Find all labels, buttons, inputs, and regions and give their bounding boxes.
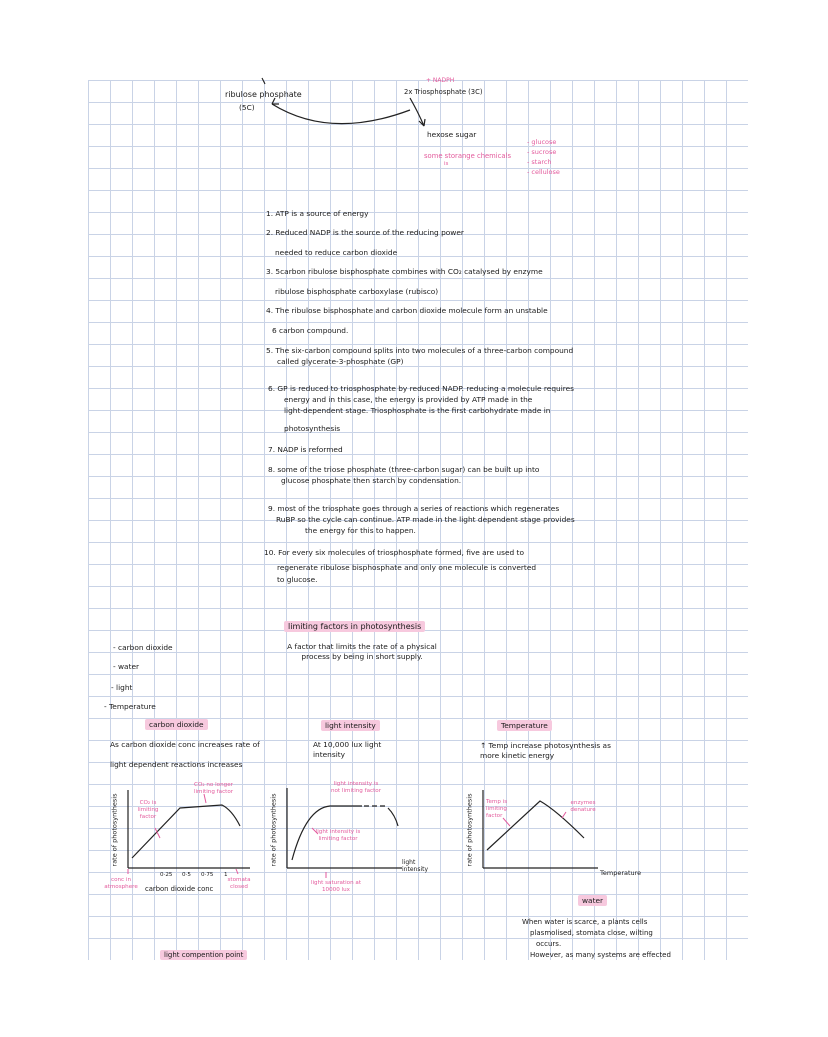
- step-10-cont2: to glucose.: [277, 575, 318, 584]
- temp-xlabel: Temperature: [600, 869, 642, 877]
- water-line3: occurs.: [536, 940, 562, 948]
- storage-note: some storange chemicals: [424, 152, 512, 160]
- temp-ann-enzymes: enzymes denature: [570, 800, 596, 813]
- factor-temperature: - Temperature: [104, 702, 156, 711]
- factor-water: - water: [113, 662, 140, 671]
- temp-ylabel: rate of photosynthesis: [465, 793, 474, 867]
- factor-co2: - carbon dioxide: [113, 643, 173, 652]
- step-1: 1. ATP is a source of energy: [266, 209, 369, 218]
- step-9-cont2: the energy for this to happen.: [305, 526, 416, 535]
- co2-ylabel: rate of photosynthesis: [110, 793, 119, 867]
- water-line1: When water is scarce, a plants cells: [522, 918, 648, 926]
- limiting-title: limiting factors in photosynthesis: [284, 622, 425, 632]
- step-4: 4. The ribulose bisphosphate and carbon dioxide molecule form an unstable: [266, 306, 548, 315]
- step-3-cont: ribulose bisphosphate carboxylase (rubisco): [275, 287, 439, 296]
- step-5: 5. The six-carbon compound splits into two molecules of a three-carbon compound: [266, 346, 574, 355]
- water-line2: plasmolised, stomata close, wilting: [530, 929, 653, 937]
- step-8: 8. some of the triose phosphate (three-carbon sugar) can be built up into: [268, 465, 540, 474]
- product-item: - starch: [527, 158, 552, 166]
- light-xlabel: light intensity: [402, 859, 429, 873]
- light-ylabel: rate of photosynthesis: [269, 793, 278, 867]
- step-9: 9. most of the triosphate goes through a series of reactions which regenerates: [268, 504, 560, 513]
- co2-ann-limiting: CO₂ is limiting factor: [137, 800, 159, 820]
- compensation-heading: light compention point: [160, 950, 247, 960]
- product-item: - glucose: [527, 138, 557, 146]
- co2-tick-1: 1: [224, 872, 228, 878]
- light-ann-notlimiting: light intensity is not limiting factor: [330, 781, 382, 794]
- product-item: - cellulose: [527, 168, 560, 176]
- temp-heading: Temperature: [497, 721, 552, 731]
- storage-sub: is: [444, 161, 449, 167]
- light-line1: At 10,000 lux light intensity: [313, 740, 382, 759]
- light-ann-limiting: light intensity is limiting factor: [315, 829, 361, 842]
- nadph-label: + NADPH: [426, 77, 455, 84]
- co2-heading: carbon dioxide: [145, 720, 208, 730]
- step-8-cont: glucose phosphate then starch by condensation.: [281, 476, 462, 485]
- temp-line1: ↑ Temp increase photosynthesis as more kinetic energy: [480, 741, 611, 760]
- step-6-cont2: light-dependent stage. Triosphosphate is the first carbohydrate made in: [284, 406, 551, 415]
- step-6-cont3: photosynthesis: [284, 424, 341, 433]
- co2-line1: As carbon dioxide conc increases rate of: [110, 740, 260, 749]
- product-item: - sucrose: [527, 148, 557, 156]
- co2-tick-075: 0·75: [201, 872, 214, 878]
- light-heading: light intensity: [321, 721, 380, 731]
- co2-ann-stomata: stomata closed: [227, 877, 251, 890]
- factor-light: - light: [111, 683, 133, 692]
- step-6-cont: energy and in this case, the energy is provided by ATP made in the: [284, 395, 533, 404]
- ribulose-carbon-label: (5C): [239, 103, 255, 112]
- step-5-cont: called glycerate-3-phosphate (GP): [277, 357, 404, 366]
- co2-ann-nolonger: CO₂ no longer limiting factor: [193, 782, 234, 795]
- co2-line2: light dependent reactions increases: [110, 760, 243, 769]
- step-7: 7. NADP is reformed: [268, 445, 343, 454]
- step-4-cont: 6 carbon compound.: [272, 326, 349, 335]
- triose-label: 2x Triosphosphate (3C): [404, 88, 483, 96]
- ribulose-label: ribulose phosphate: [225, 90, 302, 99]
- step-6: 6. GP is reduced to triosphosphate by reduced NADP. reducing a molecule requires: [268, 384, 575, 393]
- limiting-definition: A factor that limits the rate of a physical process by being in short supply.: [287, 642, 437, 661]
- water-line4: However, as many systems are effected: [530, 951, 671, 959]
- water-heading: water: [578, 896, 607, 906]
- step-10: 10. For every six molecules of triosphosphate formed, five are used to: [264, 548, 524, 557]
- co2-ann-atmos: conc in atmosphere: [104, 877, 138, 890]
- light-ann-saturation: light saturation at 10000 lux: [310, 880, 362, 893]
- step-9-cont: RuBP so the cycle can continue. ATP made in the light dependent stage provides: [276, 515, 575, 524]
- step-10-cont: regenerate ribulose bisphosphate and only one molecule is converted: [277, 563, 537, 572]
- hexose-label: hexose sugar: [427, 130, 477, 139]
- temp-ann-limiting: Temp is limiting factor: [486, 799, 508, 819]
- step-3: 3. 5carbon ribulose bisphosphate combines with CO₂ catalysed by enzyme: [266, 267, 543, 276]
- step-2-cont: needed to reduce carbon dioxide: [275, 248, 398, 257]
- co2-tick-05: 0·5: [182, 872, 191, 878]
- step-2: 2. Reduced NADP is the source of the reducing power: [266, 228, 464, 237]
- co2-xlabel: carbon dioxide conc: [145, 885, 214, 893]
- co2-tick-025: 0·25: [160, 872, 173, 878]
